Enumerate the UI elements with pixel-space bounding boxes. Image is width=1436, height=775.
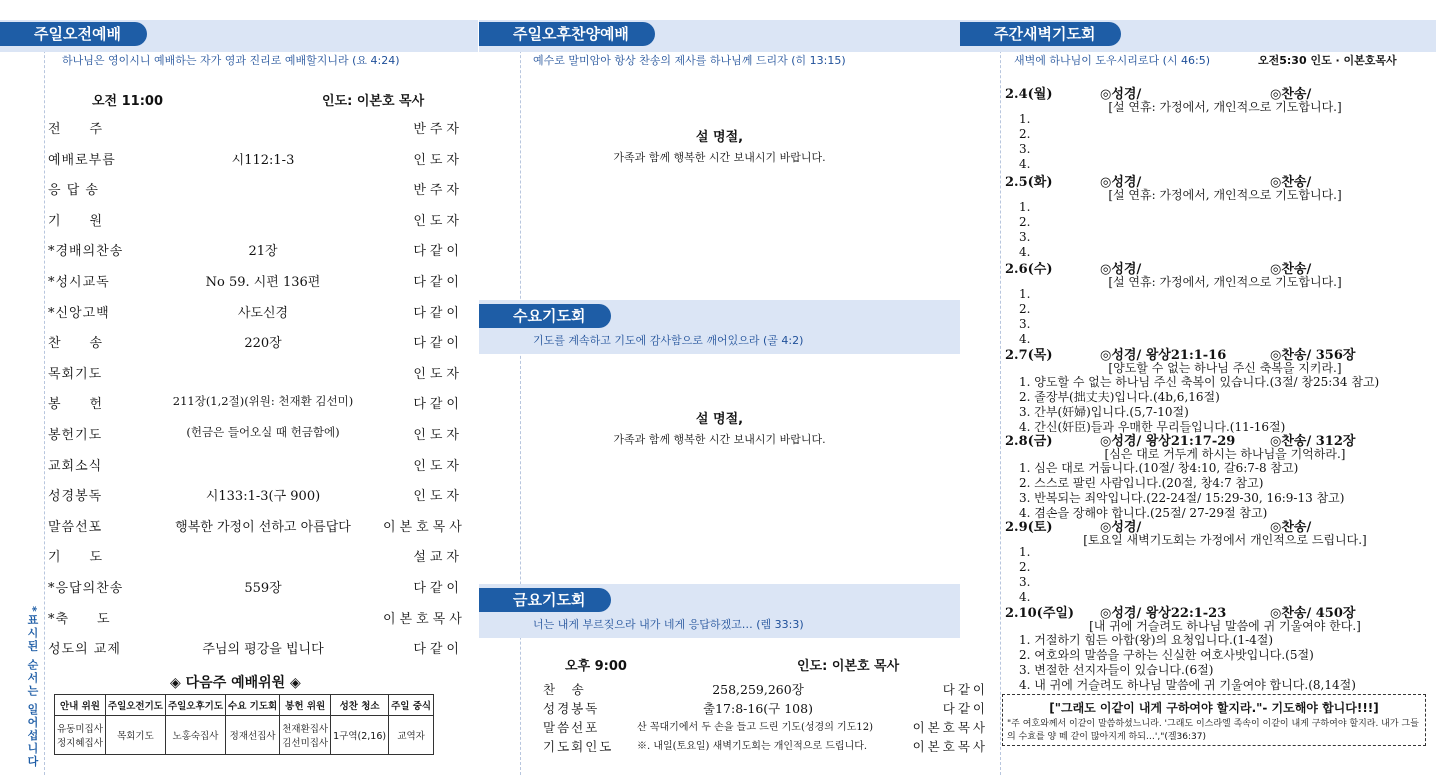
dawn-prayer <box>960 0 1436 775</box>
day-point: 3. <box>1019 575 1031 589</box>
friday-time: 오후 9:00 <box>565 659 627 674</box>
order-name: 성도의 교제 <box>48 642 121 658</box>
order-leader: 다같이 <box>413 642 463 658</box>
day-heading <box>1005 602 1425 621</box>
order-content: 220장 <box>244 336 282 352</box>
committee-cell <box>280 716 331 755</box>
day-point: 4. <box>1019 245 1031 259</box>
day-point: 2. 여호와의 말씀을 구하는 신실한 여호사밧입니다.(5절) <box>1019 648 1314 662</box>
friday-row <box>543 737 988 755</box>
order-name: *경배의찬송 <box>48 244 124 260</box>
order-leader: 인도자 <box>413 152 463 168</box>
order-row <box>48 516 466 540</box>
day-date: 2.7(목) <box>1005 348 1053 363</box>
day-block <box>1005 516 1425 605</box>
committee-header: 주일오후기도 <box>165 695 225 716</box>
day-bible: ◎성경/ <box>1100 87 1142 102</box>
friday-order-name: 성경봉독 <box>543 701 600 716</box>
order-content: 559장 <box>244 581 282 596</box>
afternoon-header <box>479 0 960 67</box>
committee-name: 유동미집사 <box>57 724 103 735</box>
day-hymn: ◎찬송/ <box>1270 262 1312 277</box>
order-row <box>48 363 463 387</box>
order-name: 교회소식 <box>48 458 103 474</box>
order-content: 사도신경 <box>237 305 289 321</box>
day-point: 4. 겸손을 장해야 합니다.(25절/ 27-29절 참고) <box>1019 506 1268 520</box>
day-point: 2. <box>1019 560 1031 574</box>
day-bible: ◎성경/ 왕상21:17-29 <box>1100 434 1236 449</box>
service-leader: 인도: 이본호 목사 <box>322 94 425 109</box>
day-subtitle: [설 연휴: 가정에서, 개인적으로 기도합니다.] <box>1108 275 1342 289</box>
day-hymn: ◎찬송/ <box>1270 520 1312 535</box>
order-name: 응 답 송 <box>48 183 99 199</box>
order-name: 전 주 <box>48 122 104 137</box>
order-row <box>48 118 463 142</box>
order-row <box>48 608 466 632</box>
wednesday-holiday-notice <box>479 408 960 447</box>
order-content: No 59. 시편 136편 <box>205 275 321 290</box>
day-subtitle: [설 연휴: 가정에서, 개인적으로 기도합니다.] <box>1108 100 1342 114</box>
order-name: *축 도 <box>48 611 111 627</box>
committee-cell <box>331 716 389 755</box>
committee-cell <box>165 716 225 755</box>
order-content: 시112:1-3 <box>231 152 295 168</box>
order-row <box>48 577 463 601</box>
order-leader: 다같이 <box>413 305 463 321</box>
committee-name: 정지혜집사 <box>57 738 103 749</box>
service-time: 오전 11:00 <box>92 94 164 109</box>
order-row <box>48 638 463 662</box>
committee-header: 안내 위원 <box>55 695 106 716</box>
friday-order-content: 258,259,260장 <box>712 682 804 697</box>
committee-header: 주일 중식 <box>389 695 434 716</box>
day-bible: ◎성경/ 왕상21:1-16 <box>1100 348 1227 363</box>
order-leader: 다같이 <box>413 581 463 596</box>
section-title: 주일오전예배 <box>0 22 147 46</box>
dawn-time-leader: 오전5:30 인도 · 이본호목사 <box>1258 54 1397 67</box>
day-date: 2.4(월) <box>1005 87 1053 102</box>
day-heading <box>1005 171 1425 190</box>
day-date: 2.9(토) <box>1005 520 1053 535</box>
order-name: 기 도 <box>48 550 104 566</box>
dawn-verse: 새벽에 하나님이 도우시리로다 (시 46:5) <box>1014 54 1211 67</box>
order-name: 기 원 <box>48 213 104 229</box>
order-leader: 다같이 <box>413 275 463 290</box>
quote-box <box>1002 694 1426 746</box>
day-bible: ◎성경/ <box>1100 520 1142 535</box>
committee-table <box>54 694 434 755</box>
day-block <box>1005 430 1425 519</box>
order-leader: 인도자 <box>413 428 463 443</box>
day-hymn: ◎찬송/ 450장 <box>1270 606 1356 621</box>
order-row <box>48 240 463 264</box>
order-leader: 다같이 <box>413 397 463 413</box>
day-point: 2. 졸장부(拙丈夫)입니다.(4b,6,16절) <box>1019 390 1220 404</box>
order-content: (헌금은 들어오실 때 헌금함에) <box>186 425 340 439</box>
order-row <box>48 302 463 326</box>
day-date: 2.5(화) <box>1005 175 1053 190</box>
order-name: 성경봉독 <box>48 489 103 505</box>
day-point: 1. <box>1019 545 1031 559</box>
committee-header: 수요 기도회 <box>226 695 280 716</box>
committee-name: 노홍숙집사 <box>172 731 219 742</box>
friday-header <box>479 584 960 638</box>
afternoon-title: 주일오후찬양예배 <box>479 22 655 46</box>
order-row <box>48 424 463 448</box>
day-subtitle: [양도할 수 없는 하나님 주신 축복을 지키라.] <box>1108 361 1342 375</box>
order-content: 시133:1-3(구 900) <box>205 489 321 505</box>
order-name: 말씀선포 <box>48 519 103 535</box>
friday-order-leader: 이본호목사 <box>912 739 988 754</box>
day-block <box>1005 83 1425 172</box>
order-content: 주님의 평강을 빕니다 <box>202 642 324 658</box>
order-name: *신앙고백 <box>48 305 110 321</box>
day-subtitle: [설 연휴: 가정에서, 개인적으로 기도합니다.] <box>1108 188 1342 202</box>
day-point: 4. <box>1019 332 1031 346</box>
section-verse: 하나님은 영이시니 예배하는 자가 영과 진리로 예배할지니라 (요 4:24) <box>62 54 400 67</box>
day-subtitle: [토요일 새벽기도회는 가정에서 개인적으로 드립니다.] <box>1083 533 1367 547</box>
day-point: 1. <box>1019 287 1031 301</box>
order-row <box>48 271 463 295</box>
friday-order-leader: 이본호목사 <box>912 720 988 735</box>
sunday-morning-service <box>0 0 478 775</box>
order-name: *성시교독 <box>48 275 110 290</box>
friday-order-content: 출17:8-16(구 108) <box>703 701 813 716</box>
order-row <box>48 179 463 203</box>
day-point: 3. <box>1019 142 1031 156</box>
quote-text: "주 여호와께서 이같이 말씀하셨느니라. '그래도 이스라엘 족속이 이같이 내게 구하여야 할지라. 내가 그들의 수효를 양 떼 같이 많아지게 하되…',"(겔36:37) <box>1007 719 1419 742</box>
order-leader: 반주자 <box>413 122 463 137</box>
day-point: 3. 반복되는 죄악입니다.(22-24절/ 15:29-30, 16:9-13 참고) <box>1019 491 1345 505</box>
committee-name: 목회기도 <box>117 731 154 742</box>
middle-column <box>479 0 988 775</box>
afternoon-verse: 예수로 말미암아 항상 찬송의 제사를 하나님께 드리자 (히 13:15) <box>533 54 846 67</box>
order-content: 행복한 가정이 선하고 아름답다 <box>175 519 351 535</box>
committee-header: 주일오전기도 <box>105 695 165 716</box>
day-point: 1. <box>1019 200 1031 214</box>
wednesday-title: 수요기도회 <box>479 304 611 328</box>
day-point: 3. 간부(奸婦)입니다.(5,7-10절) <box>1019 405 1189 419</box>
day-date: 2.8(금) <box>1005 434 1053 449</box>
friday-row <box>543 699 988 717</box>
committee-header: 성찬 청소 <box>331 695 389 716</box>
order-leader: 인도자 <box>413 489 463 505</box>
day-point: 4. 간신(奸臣)들과 우매한 무리들입니다.(11-16절) <box>1019 420 1286 434</box>
order-leader: 인도자 <box>413 366 463 382</box>
day-block <box>1005 258 1425 347</box>
day-point: 4. <box>1019 590 1031 604</box>
friday-order-name: 기도회인도 <box>543 739 614 754</box>
friday-leader: 인도: 이본호 목사 <box>797 659 900 674</box>
day-subtitle: [심은 대로 거두게 하시는 하나님을 기억하라.] <box>1104 447 1346 461</box>
wednesday-verse: 기도를 계속하고 기도에 감사함으로 깨어있으라 (골 4:2) <box>533 334 804 347</box>
day-heading <box>1005 83 1425 102</box>
friday-order-content: ※. 내일(토요일) 새벽기도회는 개인적으로 드립니다. <box>637 741 868 752</box>
holiday-message: 가족과 함께 행복한 시간 보내시기 바랍니다. <box>613 151 826 164</box>
order-name: 찬 송 <box>48 336 104 352</box>
day-point: 4. 내 귀에 거슬려도 하나님 말씀에 귀 기울여야 합니다.(8,14절) <box>1019 678 1356 692</box>
friday-order-name: 말씀선포 <box>543 720 600 735</box>
holiday-title: 설 명절, <box>695 412 744 427</box>
day-hymn: ◎찬송/ 356장 <box>1270 348 1356 363</box>
day-date: 2.10(주일) <box>1005 606 1075 621</box>
day-block <box>1005 344 1425 433</box>
day-heading <box>1005 430 1425 449</box>
day-hymn: ◎찬송/ <box>1270 175 1312 190</box>
order-name: 봉헌기도 <box>48 428 103 443</box>
order-row <box>48 546 463 570</box>
afternoon-holiday-notice <box>479 126 960 165</box>
day-point: 3. <box>1019 317 1031 331</box>
order-content: 211장(1,2절)(위원: 천재환 김선미) <box>172 394 354 409</box>
day-bible: ◎성경/ 왕상22:1-23 <box>1100 606 1227 621</box>
day-point: 1. 심은 대로 거둡니다.(10절/ 창4:10, 갈6:7-8 참고) <box>1019 461 1299 475</box>
friday-order-leader: 다같이 <box>942 682 988 697</box>
friday-row <box>543 680 988 698</box>
order-row <box>48 149 463 173</box>
day-date: 2.6(수) <box>1005 262 1053 277</box>
committee-cell <box>226 716 280 755</box>
committee-name: 교역자 <box>397 731 425 742</box>
order-row <box>48 485 463 509</box>
committee-cell <box>55 716 106 755</box>
day-bible: ◎성경/ <box>1100 262 1142 277</box>
committee-header: 봉헌 위원 <box>280 695 331 716</box>
day-point: 2. <box>1019 127 1031 141</box>
day-point: 2. <box>1019 215 1031 229</box>
committee-name: 김선미집사 <box>282 738 329 749</box>
friday-order-leader: 다같이 <box>942 701 988 716</box>
standing-note: *표시된 순서는 일어섭니다 <box>26 606 39 769</box>
order-row <box>48 393 463 417</box>
day-heading <box>1005 258 1425 277</box>
friday-order-content: 산 꼭대기에서 두 손을 들고 드린 기도(성경의 기도12) <box>637 722 873 733</box>
quote-title: ["그래도 이같이 내게 구하여야 할지라."- 기도해야 합니다!!!] <box>1049 701 1379 715</box>
order-name: 예배로부름 <box>48 152 116 168</box>
day-bible: ◎성경/ <box>1100 175 1142 190</box>
order-leader: 반주자 <box>413 183 463 199</box>
wednesday-header <box>479 300 960 354</box>
order-leader: 이본호목사 <box>383 519 466 535</box>
day-point: 2. <box>1019 302 1031 316</box>
order-row <box>48 455 463 479</box>
order-leader: 이본호목사 <box>383 611 466 627</box>
next-week-committee-title: ◈ 다음주 예배위원 ◈ <box>170 675 301 691</box>
day-hymn: ◎찬송/ <box>1270 87 1312 102</box>
day-heading <box>1005 344 1425 363</box>
committee-name: 1구역(2,16) <box>333 731 387 742</box>
order-leader: 인도자 <box>413 213 463 229</box>
order-content: 21장 <box>248 244 278 260</box>
holiday-title: 설 명절, <box>695 130 744 145</box>
friday-order-name: 찬 송 <box>543 682 586 697</box>
day-block <box>1005 602 1425 691</box>
order-leader: 다같이 <box>413 336 463 352</box>
day-block <box>1005 171 1425 260</box>
committee-name: 천재환집사 <box>282 724 329 735</box>
holiday-message: 가족과 함께 행복한 시간 보내시기 바랍니다. <box>613 433 826 446</box>
friday-verse: 너는 내게 부르짖으라 내가 네게 응답하겠고… (렘 33:3) <box>533 618 804 631</box>
order-leader: 인도자 <box>413 458 463 474</box>
order-leader: 설교자 <box>413 550 463 566</box>
committee-cell <box>105 716 165 755</box>
order-row <box>48 210 463 234</box>
order-name: 목회기도 <box>48 366 103 382</box>
order-name: *응답의찬송 <box>48 581 124 596</box>
order-name: 봉 헌 <box>48 397 104 413</box>
day-point: 1. <box>1019 112 1031 126</box>
day-heading <box>1005 516 1425 535</box>
day-subtitle: [내 귀에 거슬려도 하나님 말씀에 귀 기울여야 한다.] <box>1089 619 1361 633</box>
day-point: 2. 스스로 팔린 사람입니다.(20절, 창4:7 참고) <box>1019 476 1264 490</box>
friday-row <box>543 718 988 736</box>
day-point: 3. 변절한 선지자들이 있습니다.(6절) <box>1019 663 1214 677</box>
day-point: 1. 양도할 수 없는 하나님 주신 축복이 있습니다.(3절/ 창25:34 참고) <box>1019 375 1380 389</box>
section-header <box>0 0 478 67</box>
friday-title: 금요기도회 <box>479 588 611 612</box>
dawn-title: 주간새벽기도회 <box>960 22 1121 46</box>
day-point: 1. 거절하기 힘든 아합(왕)의 요청입니다.(1-4절) <box>1019 633 1274 647</box>
day-hymn: ◎찬송/ 312장 <box>1270 434 1356 449</box>
day-point: 3. <box>1019 230 1031 244</box>
day-point: 4. <box>1019 157 1031 171</box>
committee-name: 정재선집사 <box>229 731 276 742</box>
order-leader: 다같이 <box>413 244 463 260</box>
committee-cell <box>389 716 434 755</box>
order-row <box>48 332 463 356</box>
